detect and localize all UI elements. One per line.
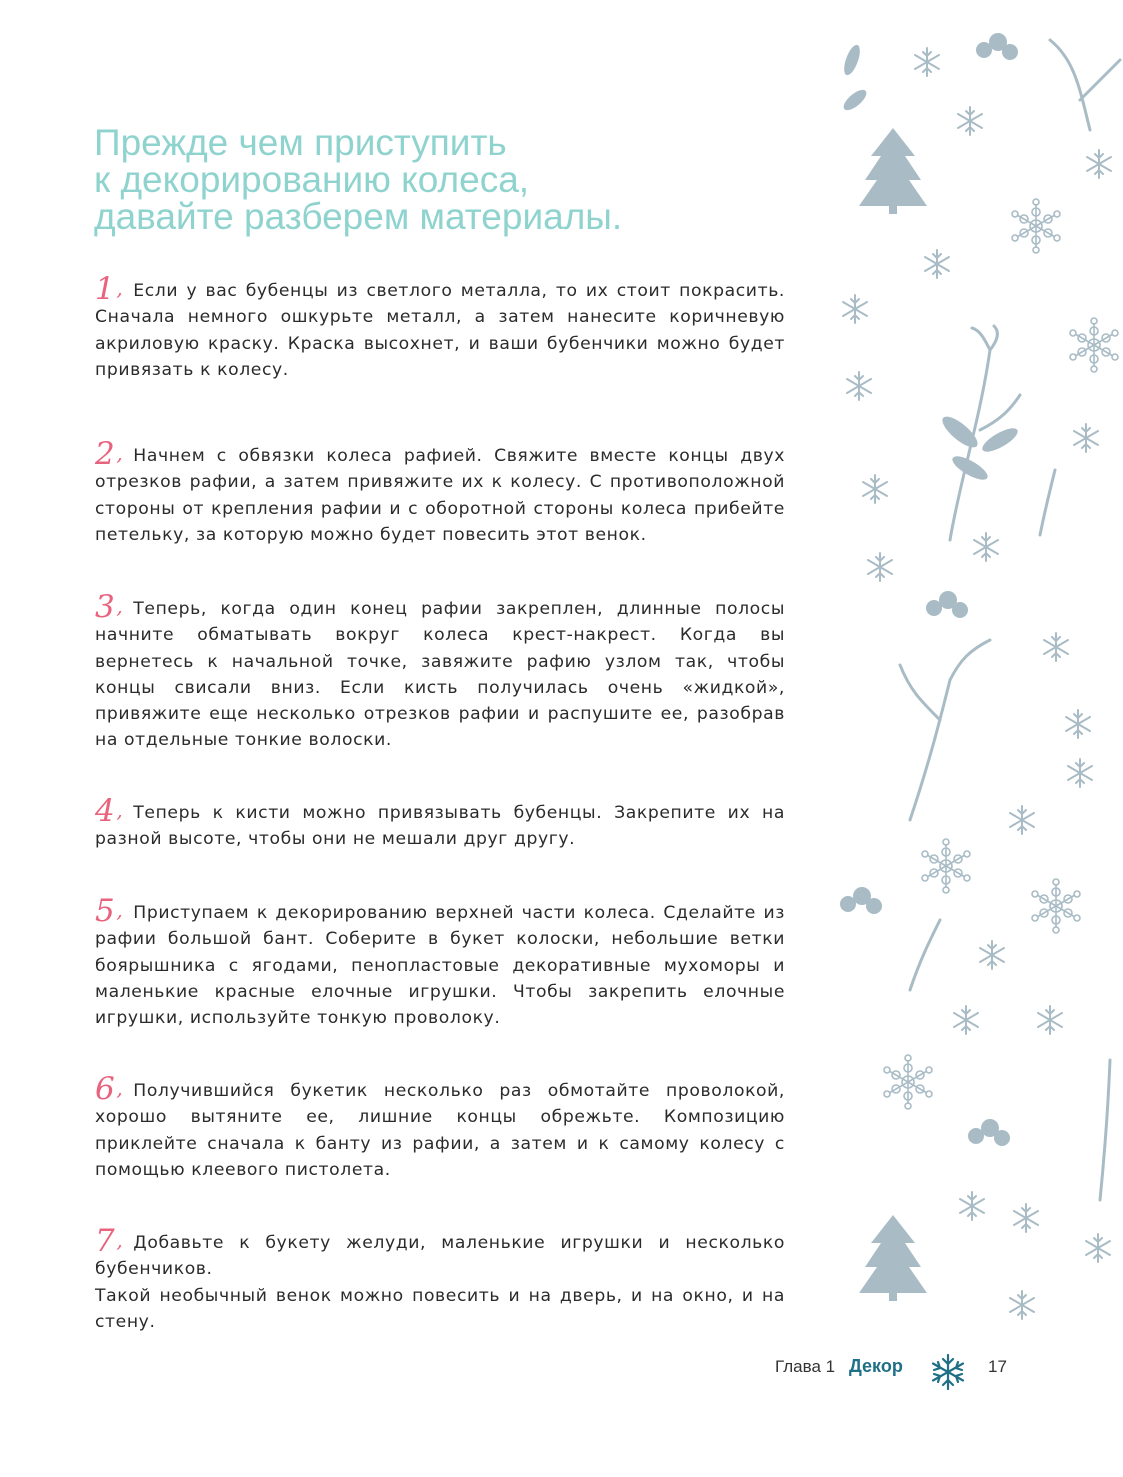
step-3 bbox=[95, 589, 785, 754]
snowflake-icon bbox=[1074, 424, 1098, 452]
berries-icon bbox=[976, 33, 1018, 60]
berries-icon bbox=[840, 887, 882, 914]
snowflake-icon bbox=[843, 295, 867, 323]
snowflake-icon bbox=[863, 475, 887, 503]
footer-chapter: Глава 1 bbox=[775, 1357, 836, 1376]
step-4 bbox=[95, 793, 785, 853]
step-1 bbox=[95, 271, 785, 383]
step-text: Начнем с обвязки колеса рафией. Свяжите вместе концы двух отрезков рафии, а затем привяжите их к колесу. С противоположной стороны от крепления рафии и с оборотной стороны колеса прибейте петельку, за которую можно будет повесить этот венок. bbox=[95, 446, 785, 545]
step-number: 4, bbox=[95, 793, 124, 829]
page-footer bbox=[0, 1352, 1123, 1392]
winter-decor-pattern bbox=[840, 0, 1123, 1340]
leaf-icon bbox=[840, 43, 1020, 484]
step-text: Если у вас бубенцы из светлого металла, то их стоит покрасить. Сначала немного ошкурьте металл, а затем нанесите коричневую акриловую краску. Краска высохнет, и ваши бубенчики можно будет привязать к колесу. bbox=[95, 281, 785, 380]
snowflake-icon bbox=[974, 533, 998, 561]
step-text: Теперь, когда один конец рафии закреплен, длинные полосы начните обматывать вокруг колеса крест-накрест. Когда вы вернетесь к начальной точке, завяжите рафию узлом так, чтобы концы свисали вниз. Если кисть получилась очень «жидкой», привяжите еще несколько отрезков рафии и распушите ее, разобрав на отдельные тонкие волоски. bbox=[95, 599, 785, 751]
step-number: 6, bbox=[95, 1071, 124, 1107]
lace-snowflake-icon bbox=[884, 1055, 932, 1109]
snowflake-icon bbox=[980, 941, 1004, 969]
snowflake-icon bbox=[1068, 759, 1092, 787]
snowflake-icon bbox=[954, 1006, 978, 1034]
snowflake-icon bbox=[958, 107, 982, 135]
step-text: Приступаем к декорированию верхней части колеса. Сделайте из рафии большой бант. Соберите в букет колоски, небольшие ветки боярышника с ягодами, пенопластовые декоративные мухоморы и маленькие красные елочные игрушки. Чтобы закрепить елочные игрушки, используйте тонкую проволоку. bbox=[95, 903, 785, 1029]
lace-snowflake-icon bbox=[1032, 879, 1080, 933]
snowflake-icon bbox=[1066, 710, 1090, 738]
step-number: 7, bbox=[95, 1223, 124, 1259]
snowflake-icon bbox=[915, 48, 939, 76]
heading-line-2: к декорированию колеса, bbox=[94, 159, 530, 200]
snowflake-icon bbox=[847, 372, 871, 400]
snowflake-icon bbox=[868, 553, 892, 581]
snowflake-icon bbox=[1086, 1234, 1110, 1262]
snowflake-icon bbox=[1014, 1204, 1038, 1232]
berries-icon bbox=[968, 1119, 1010, 1146]
branch-icon bbox=[900, 40, 1120, 1200]
heading-line-1: Прежде чем приступить bbox=[94, 122, 507, 163]
lace-snowflake-icon bbox=[1012, 199, 1060, 253]
snowflake-icon bbox=[960, 1192, 984, 1220]
lace-snowflake-icon bbox=[922, 839, 970, 893]
step-6 bbox=[95, 1071, 785, 1183]
step-text: Добавьте к букету желуди, маленькие игрушки и несколько бубенчиков. bbox=[95, 1233, 785, 1280]
lace-snowflake-icon bbox=[1070, 318, 1118, 372]
snowflake-icon bbox=[925, 250, 949, 278]
step-text: Теперь к кисти можно привязывать бубенцы. Закрепите их на разной высоте, чтобы они не мешали друг другу. bbox=[95, 803, 785, 850]
heading-line-3: давайте разберем материалы. bbox=[94, 196, 623, 237]
footer-section: Декор bbox=[849, 1356, 903, 1376]
snowflake-icon bbox=[928, 1352, 968, 1392]
tree-icon bbox=[859, 128, 927, 214]
snowflake-icon bbox=[1010, 1291, 1034, 1319]
page-number: 17 bbox=[988, 1357, 1007, 1376]
step-2 bbox=[95, 436, 785, 548]
snowflake-icon bbox=[1087, 150, 1111, 178]
step-5 bbox=[95, 893, 785, 1031]
step-7 bbox=[95, 1223, 785, 1335]
tree-icon bbox=[859, 1215, 927, 1301]
snowflake-icon bbox=[1010, 806, 1034, 834]
step-text: Получившийся букетик несколько раз обмотайте проволокой, хорошо вытяните ее, лишние концы обрежьте. Композицию приклейте сначала к банту из рафии, а затем и к самому колесу с помощью клеевого пистолета. bbox=[95, 1081, 785, 1180]
page-heading bbox=[94, 124, 794, 235]
step-7-extra: Такой необычный венок можно повесить и на дверь, и на окно, и на стену. bbox=[95, 1285, 785, 1332]
step-number: 2, bbox=[95, 436, 124, 472]
step-number: 5, bbox=[95, 893, 124, 929]
step-number: 1, bbox=[95, 271, 124, 307]
snowflake-icon bbox=[1038, 1006, 1062, 1034]
snowflake-icon bbox=[1044, 633, 1068, 661]
step-number: 3, bbox=[95, 589, 124, 625]
berries-icon bbox=[926, 591, 968, 618]
